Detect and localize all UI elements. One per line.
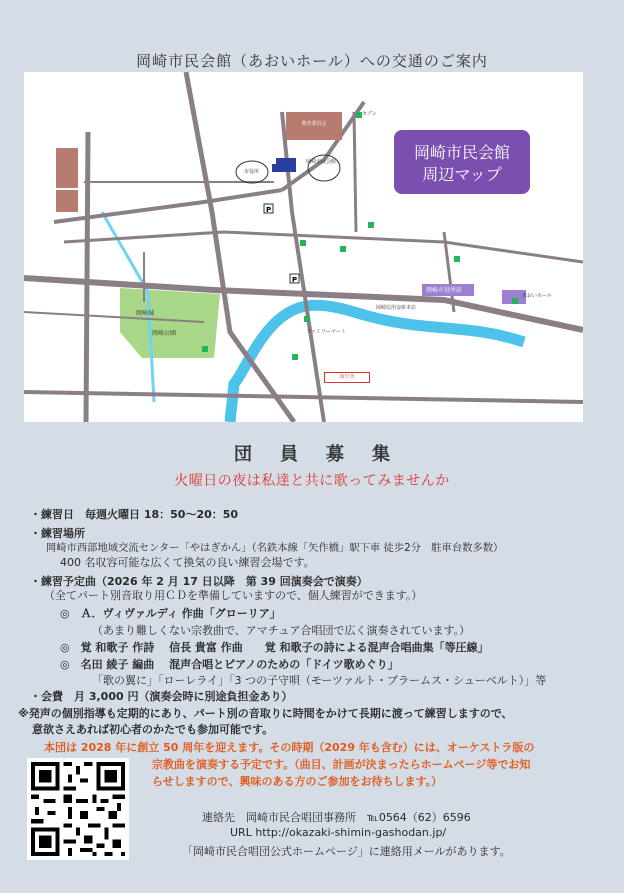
building-blue2 — [272, 164, 282, 172]
practice-place: 岡崎市西部地域交流センター「やはぎかん」（名鉄本線「矢作橋」駅下車 徒歩2分 駐車台数多数） — [46, 542, 504, 554]
repertoire-note: （全てパート別音取り用ＣＤを準備していますので、個人練習ができます。） — [44, 589, 423, 602]
piece-2: ◎ 覚 和歌子 作詩 信長 貴富 作曲 覚 和歌子の詩による混声合唱曲集「等圧線」 — [60, 641, 489, 654]
map-label-bank: 岡崎信用金庫本店 — [376, 305, 417, 311]
map-label-seven: セブン — [362, 111, 377, 117]
building-left2 — [56, 190, 78, 212]
map-badge-text — [394, 142, 530, 186]
contact-url[interactable]: URL http://okazaki-shimin-gashodan.jp/ — [230, 826, 447, 839]
piece-3-songs: 「歌の翼に」「ローレライ」「3 つの子守唄（モーツァルト・ブラームス・シューベルト）」等 — [92, 674, 547, 687]
parking-label-1: P — [266, 206, 272, 214]
announcement-line-1: 本団は 2028 年に創立 50 周年を迎えます。その時期（2029 年も含む）には、オーケストラ版の — [44, 741, 535, 754]
map-label-hall-circle: 岡崎市民会館 — [306, 159, 337, 165]
repertoire-heading: ・練習予定曲（2026 年 2 月 17 日以降 第 39 回演奏会で演奏） — [30, 575, 368, 588]
note-line-2: 意欲さえあれば初心者のかたでも参加可能です。 — [32, 723, 274, 736]
map-label-okazaki-park: 岡崎公園 — [152, 330, 177, 337]
practice-place-heading: ・練習場所 — [30, 527, 85, 540]
map-badge-line2: 周辺マップ — [422, 165, 502, 184]
contact-office: 連絡先 岡崎市民合唱団事務所 ℡0564（62）6596 — [202, 811, 471, 824]
practice-day: ・練習日 毎週火曜日 18：50〜20：50 — [30, 508, 239, 521]
map-label-shiyakusho: 市役所 — [244, 169, 260, 175]
river — [230, 305, 524, 422]
area-map — [24, 72, 583, 422]
building-left — [56, 148, 78, 188]
fee: ・会費 月 3,000 円（演奏会時に別途負担金あり） — [30, 690, 293, 703]
piece-3: ◎ 名田 綾子 編曲 混声合唱とピアノのための「ドイツ歌めぐり」 — [60, 658, 399, 671]
contact-homepage-note: 「岡崎市民合唱団公式ホームページ」に連絡用メールがあります。 — [182, 845, 511, 858]
map-label-familymart: ファミリーマート — [306, 329, 346, 335]
recruit-subtitle: 火曜日の夜は私達と共に歌ってみませんか — [174, 473, 450, 489]
page-title: 岡崎市民会館（あおいホール）への交通のご案内 — [136, 52, 488, 70]
recruit-title: 団員募集 — [234, 444, 418, 465]
map-label-hall: あおいホール — [522, 293, 552, 299]
piece-1-note: （あまり難しくない宗教曲で、アマチュア合唱団で広く演奏されています。） — [92, 624, 471, 637]
announcement-line-2: 宗教曲を演奏する予定です。（曲目、計画が決まったらホームページ等でお知 — [152, 758, 531, 771]
announcement-line-3: らせしますので、興味のある方のご参加をお待ちします。） — [152, 775, 443, 788]
qr-code[interactable] — [27, 758, 129, 860]
piece-1: ◎ Ａ．ヴィヴァルディ 作曲「グローリア」 — [60, 607, 281, 620]
map-badge-line1: 岡崎市民会館 — [413, 143, 510, 162]
map-label-minami: 南庁舎 — [324, 372, 370, 383]
practice-place-note: 400 名収容可能な広くて換気の良い練習会場です。 — [60, 556, 315, 569]
note-line-1: ※発声の個別指導も定期的にあり、パート別の音取りに時間をかけて長期に渡って練習しますので、 — [18, 707, 513, 720]
map-label-okazaki-jo: 岡崎城 — [136, 310, 155, 317]
parking-label-2: P — [292, 276, 298, 284]
map-label-kyoiku: 教育委員会 — [301, 121, 327, 127]
map-label-station: 岡崎市役所前 — [426, 287, 463, 294]
